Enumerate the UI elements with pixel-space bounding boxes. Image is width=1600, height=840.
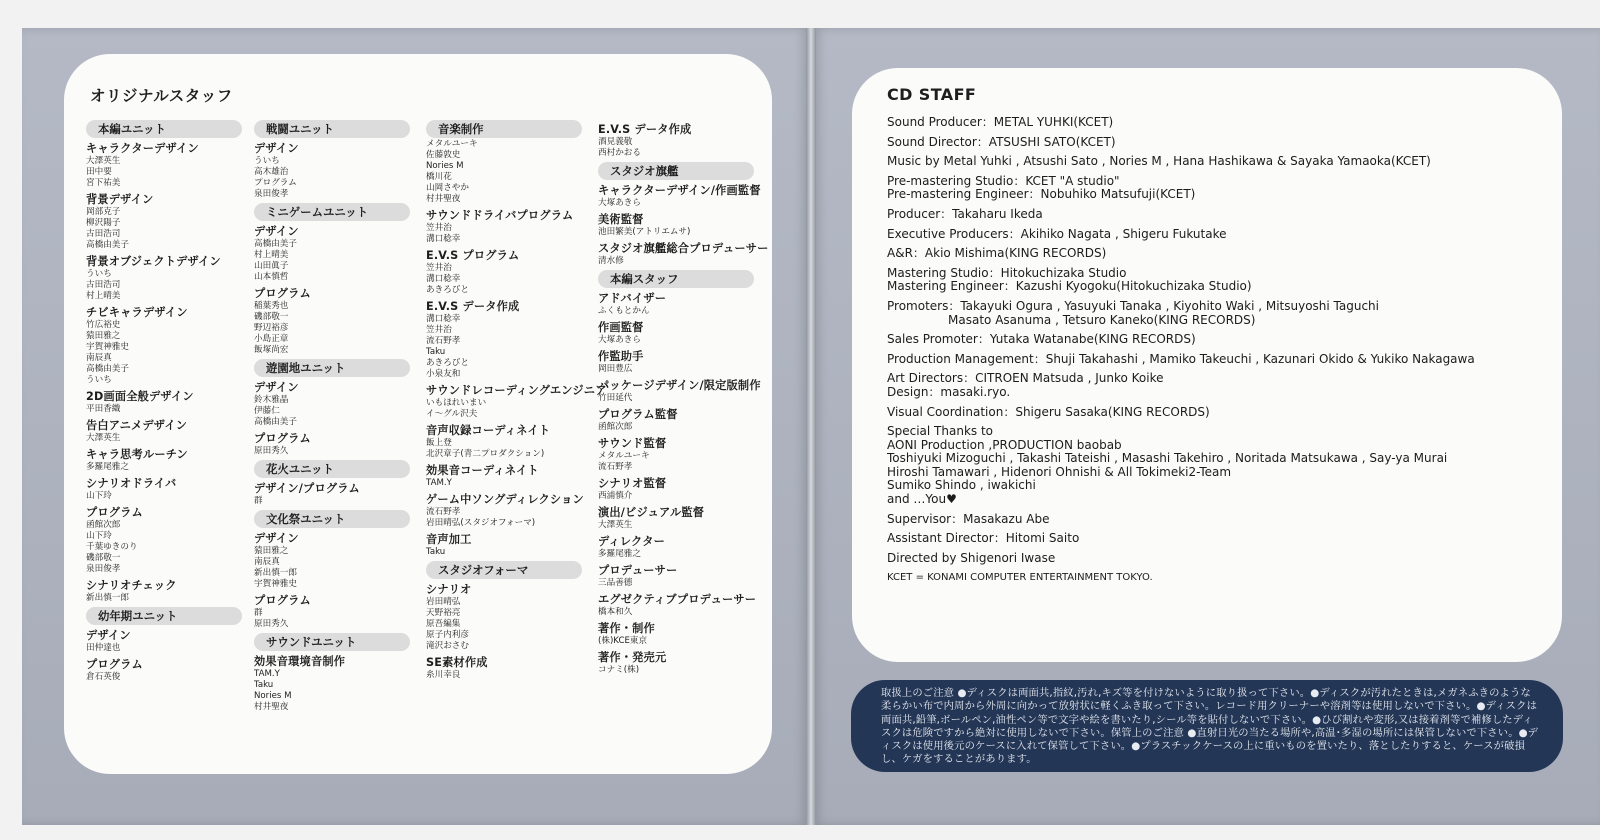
staff-name: 大澤英生 [598,520,633,530]
staff-name: 千葉ゆきのり [86,542,138,552]
staff-column-4 [598,119,769,679]
staff-names [598,256,758,267]
staff-names [598,607,758,618]
credit-entry [887,425,1557,507]
staff-name: 南辰真 [86,353,112,363]
staff-role: サウンドレコーディングエンジニア [426,384,607,397]
staff-name: 笠井治 [426,263,452,273]
staff-role: キャラ思考ルーチン [86,448,188,461]
booklet-spine [806,28,816,825]
staff-names [86,593,246,604]
staff-name: 池田繁美(アトリエムサ) [598,227,691,237]
credit-line: Executive Producers：Akihiko Nagata , Shigeru Fukutake [887,226,1227,241]
credit-entry [887,136,1557,150]
staff-role: スタジオ旗艦総合プロデューサー [598,242,769,255]
credit-line: Sumiko Shindo , iwakichi [887,478,1036,493]
staff-role: 音声加工 [426,533,472,546]
staff-name: 原吾編集 [426,619,461,629]
credit-entry [887,513,1557,527]
staff-name: 猿田雅之 [254,546,289,556]
cd-staff-panel [852,68,1562,662]
staff-name: ういち [86,375,112,385]
credit-entry [887,532,1557,546]
unit-section-header: 本編ユニット [86,120,242,138]
staff-name: 柳沢陽子 [86,218,121,228]
staff-name: TAM.Y [426,478,452,488]
credit-entry [887,552,1557,566]
staff-role: 2D画面全般デザイン [86,390,194,403]
staff-name: 稲葉秀也 [254,301,289,311]
staff-role: デザイン [254,532,299,545]
staff-names [598,520,758,531]
staff-names [426,438,586,460]
staff-role: 作監助手 [598,350,644,363]
staff-role: エグゼクティブプロデューサー [598,593,757,606]
staff-name: 磯部敬一 [86,553,121,563]
staff-role: 作画監督 [598,321,644,334]
staff-name: 原田秀久 [254,619,289,629]
staff-role: デザイン [254,142,299,155]
credit-line: Hiroshi Tamawari , Hidenori Ohnishi & All Tokimeki2-Team [887,464,1232,479]
staff-role: E.V.S データ作成 [426,300,520,313]
staff-names [86,433,246,444]
credit-entry [887,571,1557,585]
staff-role: デザイン [254,381,299,394]
handling-caution-text: 取扱上のご注意 ●ディスクは両面共,指紋,汚れ,キズ等を付けないように取り扱って下さい。●ディスクが汚れたときは,メガネふきのような柔らかい布で内周から外周に向かって放射状に軽くふき取って下さい。レコード用クリーナーや溶剤等は使用しないで下さい。●ディスクは両面共,鉛筆,ボールペン,油性ペン等で文字や絵を書いたり,シール等を貼付しないで下さい。●ひび割れや変形,又は接着剤等で補修したディスクは危険ですから絶対に使用しないで下さい。保管上のご注意 ●直射日光の当たる場所や,高温･多湿の場所には保管しないで下さい。●ディスクは使用後元のケースに入れて保管して下さい。●プラスチックケースの上に重いものを置いたり、落としたりすると、ケースが破損し、ケガをすることがあります。 [881,687,1539,766]
staff-name: イ～グル沢夫 [426,409,478,419]
unit-section-header: ミニゲームユニット [254,203,410,221]
credit-line: Mastering Studio：Hitokuchizaka Studio [887,265,1127,280]
staff-name: 村井聖夜 [254,702,289,712]
staff-role: キャラクターデザイン/作画監督 [598,184,761,197]
staff-name: 古田浩司 [86,229,121,239]
staff-name: 天野裕亮 [426,608,461,618]
staff-role: 背景デザイン [86,193,154,206]
staff-name: 群 [254,608,263,618]
staff-name: あきろびと [426,358,469,368]
staff-name: 村上晴美 [254,250,289,260]
staff-names [598,491,758,502]
staff-name: 古田浩司 [86,280,121,290]
staff-names [426,478,586,489]
staff-names [598,665,758,676]
staff-name: 野辺裕彦 [254,323,289,333]
staff-name: 大塚あきら [598,198,641,208]
staff-role: プログラム [86,506,143,519]
staff-names [86,643,246,654]
staff-names [86,269,246,302]
staff-name: 高木雄治 [254,167,289,177]
staff-names [86,672,246,683]
staff-role: アドバイザー [598,292,667,305]
staff-name: 山岡さやか [426,183,469,193]
staff-role: 音声収録コーディネイト [426,424,551,437]
credit-line: and …You♥ [887,492,957,507]
staff-name: 岡田豊広 [598,364,633,374]
staff-name: 函館次郎 [86,520,121,530]
credit-line: AONI Production ,PRODUCTION baobab [887,437,1122,452]
credit-line: Production Management：Shuji Takahashi , Mamiko Takeuchi , Kazunari Okido & Yukiko Nakagawa [887,351,1475,366]
staff-names [598,393,758,404]
unit-section-header: スタジオ旗艦 [598,162,754,180]
staff-names [598,306,758,317]
staff-name: 橋川花 [426,172,452,182]
credit-line: Design：masaki.ryo. [887,384,1011,399]
staff-names [598,198,758,209]
staff-names [598,227,758,238]
staff-name: 高橋由美子 [254,239,297,249]
original-staff-panel [64,54,772,774]
staff-role: プログラム監督 [598,408,678,421]
staff-names [86,320,246,386]
staff-name: 小島正章 [254,334,289,344]
staff-name: 滝沢おさむ [426,641,469,651]
staff-name: 田仲達也 [86,643,121,653]
staff-name: Taku [426,547,446,557]
staff-name: 山田眞子 [254,261,289,271]
staff-names [598,364,758,375]
credit-line: A&R：Akio Mishima(KING RECORDS) [887,246,1107,261]
original-staff-title: オリジナルスタッフ [90,87,233,105]
staff-names [598,335,758,346]
staff-role: ディレクター [598,535,665,548]
staff-name: 宇賀神雅史 [86,342,129,352]
unit-section-header: 音楽制作 [426,120,582,138]
staff-name: (株)KCE東京 [598,636,648,646]
staff-name: メタルユーキ [598,451,650,461]
staff-name: 飯上登 [426,438,452,448]
staff-name: Nories M [254,691,292,701]
staff-name: 田中要 [86,167,112,177]
staff-role: サウンド監督 [598,437,667,450]
staff-role: プロデューサー [598,564,678,577]
credit-entry [887,300,1557,327]
credit-line: Toshiyuki Mizoguchi , Takashi Tateishi , Masashi Takehiro , Noritada Matsukawa , Say-ya Murai [887,451,1448,466]
staff-column-1 [86,119,246,686]
staff-name: 三品善德 [598,578,633,588]
staff-name: 西村かおる [598,148,641,158]
credit-line: Directed by Shigenori Iwase [887,550,1056,565]
staff-name: 竹田延代 [598,393,633,403]
staff-role: デザイン [254,225,299,238]
staff-name: 新出慎一郎 [86,593,129,603]
staff-name: 多羅尾雅之 [598,549,641,559]
staff-role: チビキャラデザイン [86,306,188,319]
staff-role: SE素材作成 [426,656,488,669]
staff-name: 糸川幸良 [426,670,461,680]
credit-line: Promoters：Takayuki Ogura , Yasuyuki Tanaka , Kiyohito Waki , Mitsuyoshi Taguchi [887,298,1380,313]
credit-line: Supervisor：Masakazu Abe [887,511,1050,526]
unit-section-header: サウンドユニット [254,633,410,651]
staff-name: Taku [426,347,446,357]
staff-name: ういち [86,269,112,279]
staff-role: シナリオ [426,583,472,596]
staff-names [426,547,586,558]
credit-line: Producer：Takaharu Ikeda [887,206,1043,221]
staff-name: 倉石英俊 [86,672,121,682]
staff-names [86,491,246,502]
staff-names [598,578,758,589]
staff-names [86,207,246,251]
staff-name: ふくもとかん [598,306,650,316]
credit-line: Sound Director：ATSUSHI SATO(KCET) [887,134,1116,149]
staff-name: メタルユーキ [426,139,478,149]
staff-name: あきろびと [426,285,469,295]
staff-role: ゲーム中ソングディレクション [426,493,584,506]
credit-line: Sales Promoter：Yutaka Watanabe(KING RECORDS) [887,332,1196,347]
staff-name: 橋本和久 [598,607,633,617]
staff-role: 告白アニメデザイン [86,419,188,432]
staff-name: コナミ(株) [598,665,640,675]
unit-section-header: 戦闘ユニット [254,120,410,138]
staff-role: 著作・発売元 [598,651,667,664]
staff-name: いもほれいまい [426,398,487,408]
unit-section-header: 本編スタッフ [598,270,754,288]
staff-name: 磯部敬一 [254,312,289,322]
staff-role: シナリオドライバ [86,477,177,490]
staff-name: 大澤英生 [86,433,121,443]
staff-names [254,446,414,457]
staff-role: デザイン [86,629,131,642]
credit-line: KCET = KONAMI COMPUTER ENTERTAINMENT TOKYO. [887,572,1153,584]
staff-names [254,301,414,356]
staff-name: 宇賀神雅史 [254,579,297,589]
staff-name: 流石野孝 [426,336,461,346]
staff-name: 溝口稔幸 [426,234,461,244]
credit-entry [887,175,1557,202]
staff-role: プログラム [86,658,143,671]
staff-names [86,462,246,473]
credit-entry [887,353,1557,367]
staff-name: 竹広裕史 [86,320,121,330]
staff-name: ういち [254,156,280,166]
staff-names [254,546,414,590]
staff-role: デザイン/プログラム [254,482,360,495]
staff-name: 酒見義敬 [598,137,633,147]
staff-role: 著作・制作 [598,622,655,635]
staff-names [598,549,758,560]
staff-name: 流石野孝 [426,507,461,517]
staff-names [426,223,586,245]
credit-entry [887,208,1557,222]
staff-column-2 [254,119,414,716]
staff-name: 流石野孝 [598,462,633,472]
staff-name: 高橋由美子 [254,417,297,427]
staff-role: キャラクターデザイン [86,142,199,155]
unit-section-header: 花火ユニット [254,460,410,478]
credit-line: Visual Coordination：Shigeru Sasaka(KING RECORDS) [887,404,1210,419]
staff-name: 北沢章子(青二プロダクション) [426,449,545,459]
staff-names [254,669,414,713]
staff-role: 演出/ビジュアル監督 [598,506,705,519]
credit-entry [887,372,1557,399]
staff-name: 清水修 [598,256,624,266]
staff-name: 笠井治 [426,223,452,233]
staff-name: 山本慎哲 [254,272,289,282]
staff-name: 猿田雅之 [86,331,121,341]
staff-names [254,608,414,630]
credit-entry [887,155,1557,169]
credit-line: Sound Producer：METAL YUHKI(KCET) [887,115,1114,129]
credit-line: Special Thanks to [887,424,994,439]
staff-name: 函館次郎 [598,422,633,432]
credit-line: Mastering Engineer：Kazushi Kyogoku(Hitokuchizaka Studio) [887,279,1252,294]
staff-name: 山下玲 [86,491,112,501]
staff-name: 飯塚尚宏 [254,345,289,355]
credit-entry [887,228,1557,242]
staff-name: 岩田晴弘(スタジオフォーマ) [426,518,536,528]
staff-name: 宮下祐美 [86,178,121,188]
staff-name: 大塚あきら [598,335,641,345]
credit-entry [887,247,1557,261]
staff-names [426,597,586,652]
staff-name: 西浦慎介 [598,491,633,501]
staff-name: TAM.Y [254,669,280,679]
staff-name: 泉田俊孝 [254,189,289,199]
unit-section-header: スタジオフォーマ [426,561,582,579]
staff-names [426,507,586,529]
staff-names [426,314,586,380]
staff-names [86,156,246,189]
staff-name: 原田秀久 [254,446,289,456]
staff-name: Nories M [426,161,464,171]
staff-name: Taku [254,680,274,690]
staff-names [426,670,586,681]
staff-role: プログラム [254,432,311,445]
staff-names [598,137,758,159]
staff-role: プログラム [254,594,311,607]
staff-role: 効果音コーディネイト [426,464,539,477]
staff-name: 岡部克子 [86,207,121,217]
staff-name: 村井聖夜 [426,194,461,204]
staff-names [426,263,586,296]
credit-entry [887,267,1557,294]
staff-name: 泉田俊孝 [86,564,121,574]
credit-entry [887,406,1557,420]
staff-name: 村上晴美 [86,291,121,301]
staff-names [426,398,586,420]
staff-name: 伊藤仁 [254,406,280,416]
heart-icon: ♥ [946,492,957,507]
staff-names [254,156,414,200]
credit-line: Assistant Director：Hitomi Saito [887,531,1080,546]
handling-caution-box [851,680,1563,772]
staff-name: 大澤英生 [86,156,121,166]
staff-names [86,520,246,575]
staff-role: 効果音環境音制作 [254,655,346,668]
cd-staff-title: CD STAFF [887,85,977,104]
staff-names [598,451,758,473]
staff-name: 高橋由美子 [86,240,129,250]
staff-names [254,496,414,507]
unit-section-header: 文化祭ユニット [254,510,410,528]
staff-role: プログラム [254,287,311,300]
staff-role: E.V.S プログラム [426,249,520,262]
staff-name: 南辰真 [254,557,280,567]
staff-names [254,239,414,283]
staff-name: 山下玲 [86,531,112,541]
credit-entry [887,116,1557,130]
staff-name: 小泉友和 [426,369,461,379]
credit-line: Masato Asanuma , Tetsuro Kaneko(KING RECORDS) [887,312,1256,327]
staff-names [598,422,758,433]
unit-section-header: 遊園地ユニット [254,359,410,377]
credit-entry [887,333,1557,347]
staff-role: シナリオチェック [86,579,177,592]
staff-name: 岩田晴弘 [426,597,461,607]
staff-names [254,395,414,428]
staff-column-3 [426,119,607,684]
staff-name: 高橋由美子 [86,364,129,374]
staff-role: E.V.S データ作成 [598,123,692,136]
credit-line: Pre-mastering Engineer：Nobuhiko Matsufuji(KCET) [887,187,1196,202]
staff-name: プログラム [254,178,297,188]
staff-name: 溝口稔幸 [426,314,461,324]
staff-name: 笠井治 [426,325,452,335]
staff-name: 原子内利彦 [426,630,469,640]
staff-name: 佐藤敦史 [426,150,461,160]
staff-role: サウンドドライバプログラム [426,209,574,222]
staff-name: 多羅尾雅之 [86,462,129,472]
staff-name: 溝口稔幸 [426,274,461,284]
staff-name: 新出慎一郎 [254,568,297,578]
credit-line: Music by Metal Yuhki , Atsushi Sato , Nories M , Hana Hashikawa & Sayaka Yamaoka(KCET) [887,154,1431,169]
staff-role: パッケージデザイン/限定版制作 [598,379,761,392]
staff-names [598,636,758,647]
staff-role: シナリオ監督 [598,477,667,490]
cd-credit-list [887,116,1557,591]
staff-name: 平田香織 [86,404,121,414]
credit-line: Art Directors：CITROEN Matsuda , Junko Koike [887,371,1164,386]
staff-role: 美術監督 [598,213,644,226]
staff-name: 鈴木雅晶 [254,395,289,405]
credit-line: Pre-mastering Studio：KCET "A studio" [887,173,1120,188]
staff-names [86,404,246,415]
staff-role: 背景オブジェクトデザイン [86,255,221,268]
unit-section-header: 幼年期ユニット [86,607,242,625]
staff-names [426,139,586,205]
staff-name: 群 [254,496,263,506]
